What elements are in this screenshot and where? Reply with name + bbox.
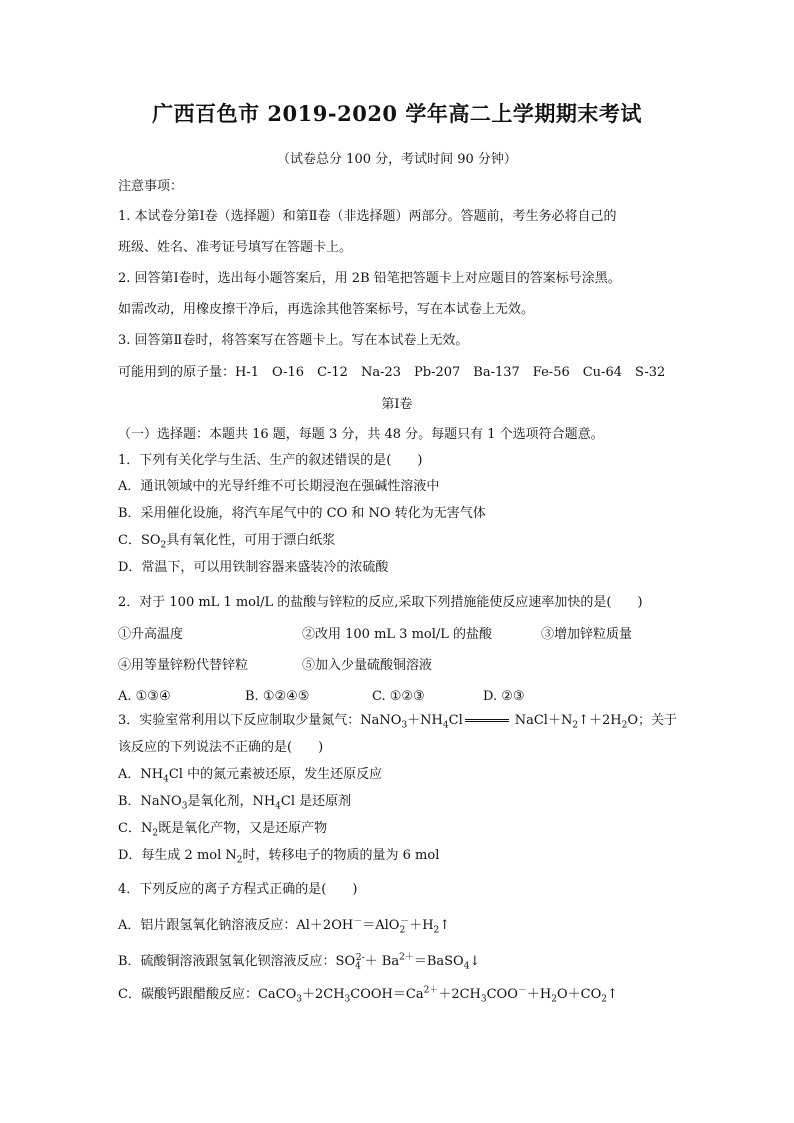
q2-option-c: C. ①②③ — [372, 689, 425, 704]
q2-option-d: D. ②③ — [483, 689, 525, 704]
q2-item-1: ①升高温度 — [118, 627, 184, 642]
q4-stem: 4．下列反应的离子方程式正确的是( ) — [118, 882, 358, 897]
q3-stem: 3．实验室常利用以下反应制取少量氮气：$NaNO_3+NH_4Cl$ $NaCl+N_2↑+2H_2O$；关于 — [118, 713, 677, 731]
reaction-equals-sign — [465, 719, 509, 722]
notice-2b: 如需改动，用橡皮擦干净后，再选涂其他答案标号，写在本试卷上无效。 — [118, 302, 535, 317]
q2-option-a: A. ①③④ — [118, 689, 171, 704]
atomic-mass-line: 可能用到的原子量：H-1 O-16 C-12 Na-23 Pb-207 Ba-137 Fe-56 Cu-64 S-32 — [118, 365, 666, 380]
q3-option-a: A．$NH_4Cl$ 中的氮元素被还原，发生还原反应 — [118, 767, 383, 785]
q3-option-b: B．NaNO$_3$是氧化剂，$NH_4Cl$ 是还原剂 — [118, 794, 352, 812]
q4-option-c: C．碳酸钙跟醋酸反应：$CaCO_3+2CH_3COOH=Ca^{2+}+2CH_3COO^-+H_2O+CO_2↑$ — [118, 985, 618, 1005]
q1-option-b: B．采用催化设施，将汽车尾气中的 CO 和 NO 转化为无害气体 — [118, 506, 486, 521]
q1-option-a: A．通讯领域中的光导纤维不可长期浸泡在强碱性溶液中 — [118, 479, 440, 494]
exam-subtitle: （试卷总分 100 分，考试时间 90 分钟） — [277, 152, 517, 167]
q3-option-d: D．每生成 2 mol $N_2$时，转移电子的物质的量为 6 mol — [118, 848, 440, 866]
q1-option-c: C．$SO_2$具有氧化性，可用于漂白纸浆 — [118, 533, 336, 551]
q2-item-4: ④用等量锌粉代替锌粒 — [118, 658, 249, 673]
q2-stem: 2．对于 100 mL 1 mol/L 的盐酸与锌粒的反应,采取下列措施能使反应速率加快的是( ) — [118, 595, 643, 610]
notice-3: 3. 回答第Ⅱ卷时，将答案写在答题卡上。写在本试卷上无效。 — [118, 333, 469, 348]
q1-option-d: D．常温下，可以用铁制容器来盛装冷的浓硫酸 — [118, 560, 389, 575]
q2-item-3: ③增加锌粒质量 — [541, 627, 633, 642]
q2-item-5: ⑤加入少量硫酸铜溶液 — [302, 658, 433, 673]
q1-stem: 1．下列有关化学与生活、生产的叙述错误的是( ) — [118, 453, 423, 468]
q2-option-b: B. ①②④⑤ — [245, 689, 310, 704]
exam-title: 广西百色市 2019-2020 学年高二上学期期末考试 — [152, 101, 642, 126]
q3-stem-2: 该反应的下列说法不正确的是( ) — [118, 740, 324, 755]
q4-option-a: A．铝片跟氢氧化钠溶液反应：$Al+2OH^-=AlO_2^-+H_2↑$ — [118, 916, 451, 936]
q3-option-c: C．$N_2$既是氧化产物，又是还原产物 — [118, 821, 328, 839]
q4-option-b: B．硫酸铜溶液跟氢氧化钡溶液反应：$SO_4^{2-}+$ $Ba^{2+}=BaSO_4↓$ — [118, 952, 481, 972]
section-intro: （一）选择题：本题共 16 题，每题 3 分，共 48 分。每题只有 1 个选项符合题意。 — [118, 427, 604, 442]
q2-item-2: ②改用 100 mL 3 mol/L 的盐酸 — [302, 627, 493, 642]
notice-2a: 2. 回答第Ⅰ卷时，选出每小题答案后，用 2B 铅笔把答题卡上对应题目的答案标号涂黑。 — [118, 271, 621, 286]
section-title: 第Ⅰ卷 — [381, 397, 413, 412]
notice-heading: 注意事项： — [118, 179, 184, 194]
notice-1b: 班级、姓名、准考证号填写在答题卡上。 — [118, 240, 353, 255]
notice-1a: 1. 本试卷分第Ⅰ卷（选择题）和第Ⅱ卷（非选择题）两部分。答题前，考生务必将自己的 — [118, 209, 617, 224]
